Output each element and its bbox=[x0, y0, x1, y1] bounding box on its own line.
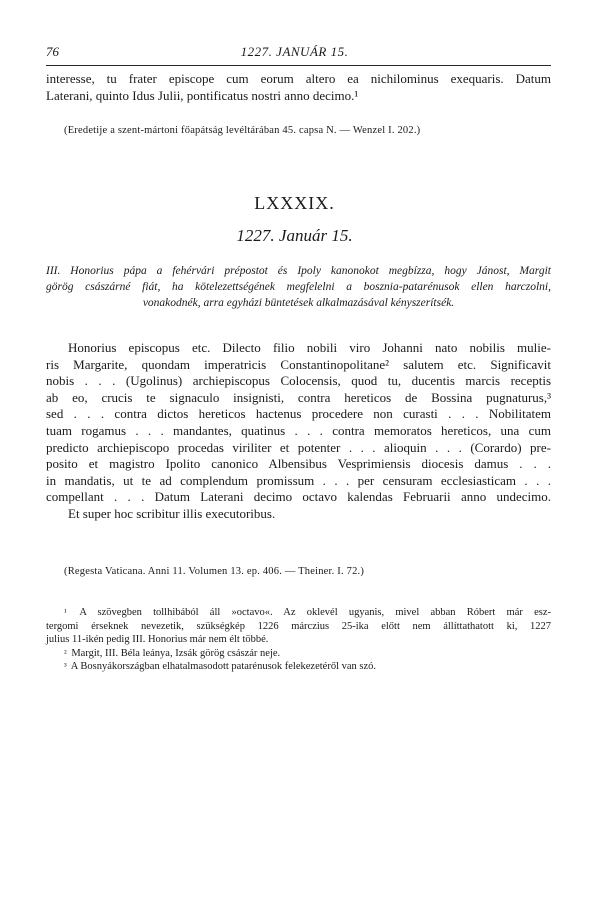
body-line: Honorius episcopus etc. Dilecto filio nobili viro Johanni nato nobilis mulie- bbox=[68, 340, 551, 355]
body-line: nobis . . . (Ugolinus) archiepiscopus Colocensis, quod tu, ducentis marcis receptis bbox=[46, 373, 551, 389]
document-number: LXXXIX. bbox=[254, 193, 335, 213]
continuation-line: interesse, tu frater episcope cum eorum altero ea nichilominus exequaris. Datum bbox=[46, 71, 551, 86]
body-line: tuam rogamus . . . mandantes, quatinus . . . contra memoratos hereticos, una cum bbox=[46, 422, 551, 438]
continuation-line: Laterani, quinto Idus Julii, pontificatus nostri anno decimo.¹ bbox=[46, 88, 359, 103]
footnote-line bbox=[46, 606, 551, 620]
document-regest bbox=[46, 263, 551, 311]
continuation-text bbox=[46, 70, 551, 104]
footnote-text: A Bosnyákországban elhatalmasodott patarénusok felekezetéről van szó. bbox=[70, 661, 377, 672]
regest-line: III. Honorius pápa a fehérvári prépostot és Ipoly kanonokot megbízza, hogy Jánost, Margit bbox=[46, 265, 551, 277]
footnote-line bbox=[46, 660, 551, 674]
document-date: 1227. Január 15. bbox=[236, 226, 353, 245]
source-note-previous: (Eredetije a szent-mártoni főapátság levéltárában 45. capsa N. — Wenzel I. 202.) bbox=[64, 125, 421, 136]
body-line: in mandatis, ut te ad complendum promissum . . . per censuram ecclesiasticam . . . bbox=[46, 472, 551, 488]
footnote-line: julius 11-ikén pedig III. Honorius már nem élt többé. bbox=[46, 634, 269, 645]
footnote-text: Margit, III. Béla leánya, Izsák görög császár neje. bbox=[71, 647, 281, 659]
document-body bbox=[46, 340, 551, 523]
footnote-text: A szövegben tollhibából áll »octavo«. Az oklevél ugyanis, mivel abban Róbert már esz- bbox=[79, 607, 551, 618]
body-line: ris Margarite, quondam imperatricis Constantinopolitane² salutem etc. Significavit bbox=[46, 356, 551, 372]
page-number: 76 bbox=[46, 44, 59, 59]
body-line: predicto archiepiscopo procedas viriliter et potenter . . . alioquin . . . (Corardo) pre- bbox=[46, 439, 551, 455]
regest-line: vonakodnék, arra egyházi büntetések alkalmazásával kényszerítsék. bbox=[142, 297, 455, 309]
footnote-line: tergomi érseknek nevezetik, szükségkép 1226 márczius 25-ika előtt nem állíttathatott ki, 1227 bbox=[46, 620, 551, 632]
body-line: sed . . . contra dictos hereticos hactenus procedere non curasti . . . Nobilitatem bbox=[46, 406, 551, 422]
body-line: compellant . . . Datum Laterani decimo octavo kalendas Februarii anno undecimo. bbox=[46, 489, 551, 505]
footnote-mark: ² bbox=[64, 647, 67, 658]
source-note-document: (Regesta Vaticana. Anni 11. Volumen 13. ep. 406. — Theiner. I. 72.) bbox=[64, 566, 365, 577]
body-line: ab eo, crucis te signaculo insignisti, contra hereticos de Bossina pugnaturus,³ bbox=[46, 389, 551, 405]
footnote-mark: ³ bbox=[64, 661, 67, 671]
footnote-line bbox=[46, 647, 551, 661]
regest-line: görög császárné fiát, ha kötelezettségének megfelelni a bosznia-patarénusok ellen harczolni, bbox=[46, 281, 551, 293]
body-line: Et super hoc scribitur illis executoribus. bbox=[68, 505, 276, 521]
header-rule bbox=[46, 65, 551, 66]
footnote-mark: ¹ bbox=[64, 607, 67, 617]
running-head: 1227. JANUÁR 15. bbox=[240, 44, 349, 59]
footnotes bbox=[46, 606, 551, 674]
body-line: posito et magistro Ipolito canonico Albensibus Vesprimiensis diocesis damus . . . bbox=[46, 456, 551, 472]
